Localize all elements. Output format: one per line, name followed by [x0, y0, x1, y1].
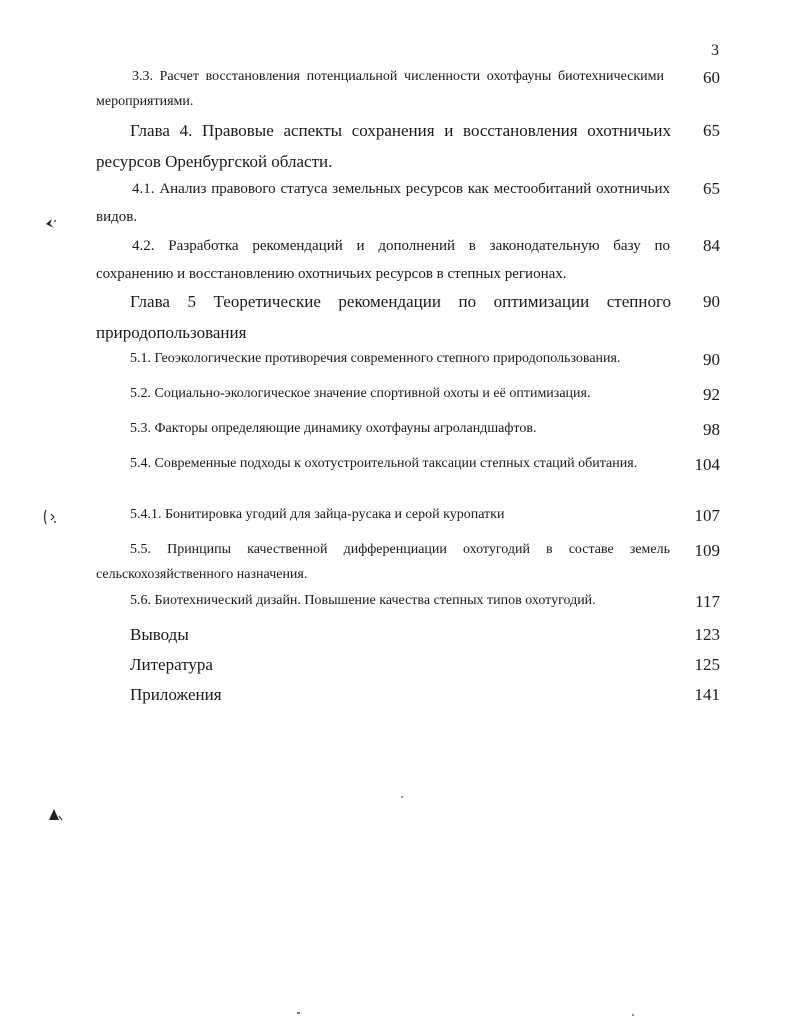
toc-entry-text: Приложения: [130, 685, 222, 704]
toc-entry-text: Литература: [130, 655, 213, 674]
toc-entry-page: 104: [694, 455, 720, 474]
scan-artifact-mark: [47, 806, 63, 824]
toc-entry-text: 5.6. Биотехнический дизайн. Повышение качества степных типов охотугодий.: [130, 593, 596, 608]
toc-entry-text: 4.1. Анализ правового статуса земельных ресурсов как местообитаний охотничьих видов.: [96, 181, 670, 225]
toc-entry-page: 109: [694, 541, 720, 560]
toc-entry-text: 5.4.1. Бонитировка угодий для зайца-русака и серой куропатки: [130, 507, 505, 522]
toc-entry-text: 3.3. Расчет восстановления потенциальной численности охотфауны биотехническими мероприятиями.: [96, 69, 664, 109]
toc-entry-page: 117: [695, 592, 720, 611]
toc-entry-page: 84: [703, 236, 720, 255]
toc-entry-page: 60: [703, 68, 720, 87]
toc-entry-page: 98: [703, 420, 720, 439]
toc-entry-page: 90: [703, 350, 720, 369]
scan-dot: [401, 796, 403, 798]
toc-entry-text: Глава 5 Теоретические рекомендации по оптимизации степного природопользования: [96, 292, 671, 342]
toc-entry-text: 5.3. Факторы определяющие динамику охотфауны агроландшафтов.: [130, 421, 537, 436]
toc-entry-page: 90: [703, 292, 720, 311]
toc-entry-page: 107: [694, 506, 720, 525]
toc-entry-text: Выводы: [130, 625, 189, 644]
toc-entry-text: 5.2. Социально-экологическое значение спортивной охоты и её оптимизация.: [130, 386, 591, 401]
toc-entry-page: 123: [694, 625, 720, 644]
toc-entry-page: 125: [694, 655, 720, 674]
toc-entry-text: Глава 4. Правовые аспекты сохранения и восстановления охотничьих ресурсов Оренбургской области.: [96, 121, 671, 171]
scan-artifact-mark: [42, 508, 58, 526]
scan-dot: [632, 1014, 634, 1016]
scan-dot: [297, 1012, 300, 1014]
scan-artifact-mark: [44, 216, 58, 232]
toc-entry-text: 4.2. Разработка рекомендаций и дополнений в законодательную базу по сохранению и восстановлению охотничьих ресурсов в степных регионах.: [96, 238, 670, 282]
toc-entry-page: 92: [703, 385, 720, 404]
toc-entry-text: 5.5. Принципы качественной дифференциации охотугодий в составе земель сельскохозяйственного назначения.: [96, 542, 670, 582]
toc-entry-text: 5.4. Современные подходы к охотустроительной таксации степных стаций обитания.: [130, 456, 638, 471]
page-number: 3: [711, 42, 719, 59]
toc-entry-page: 65: [703, 179, 720, 198]
toc-entry-page: 65: [703, 121, 720, 140]
toc-entry-page: 141: [694, 685, 720, 704]
toc-entry-text: 5.1. Геоэкологические противоречия современного степного природопользования.: [130, 351, 621, 366]
